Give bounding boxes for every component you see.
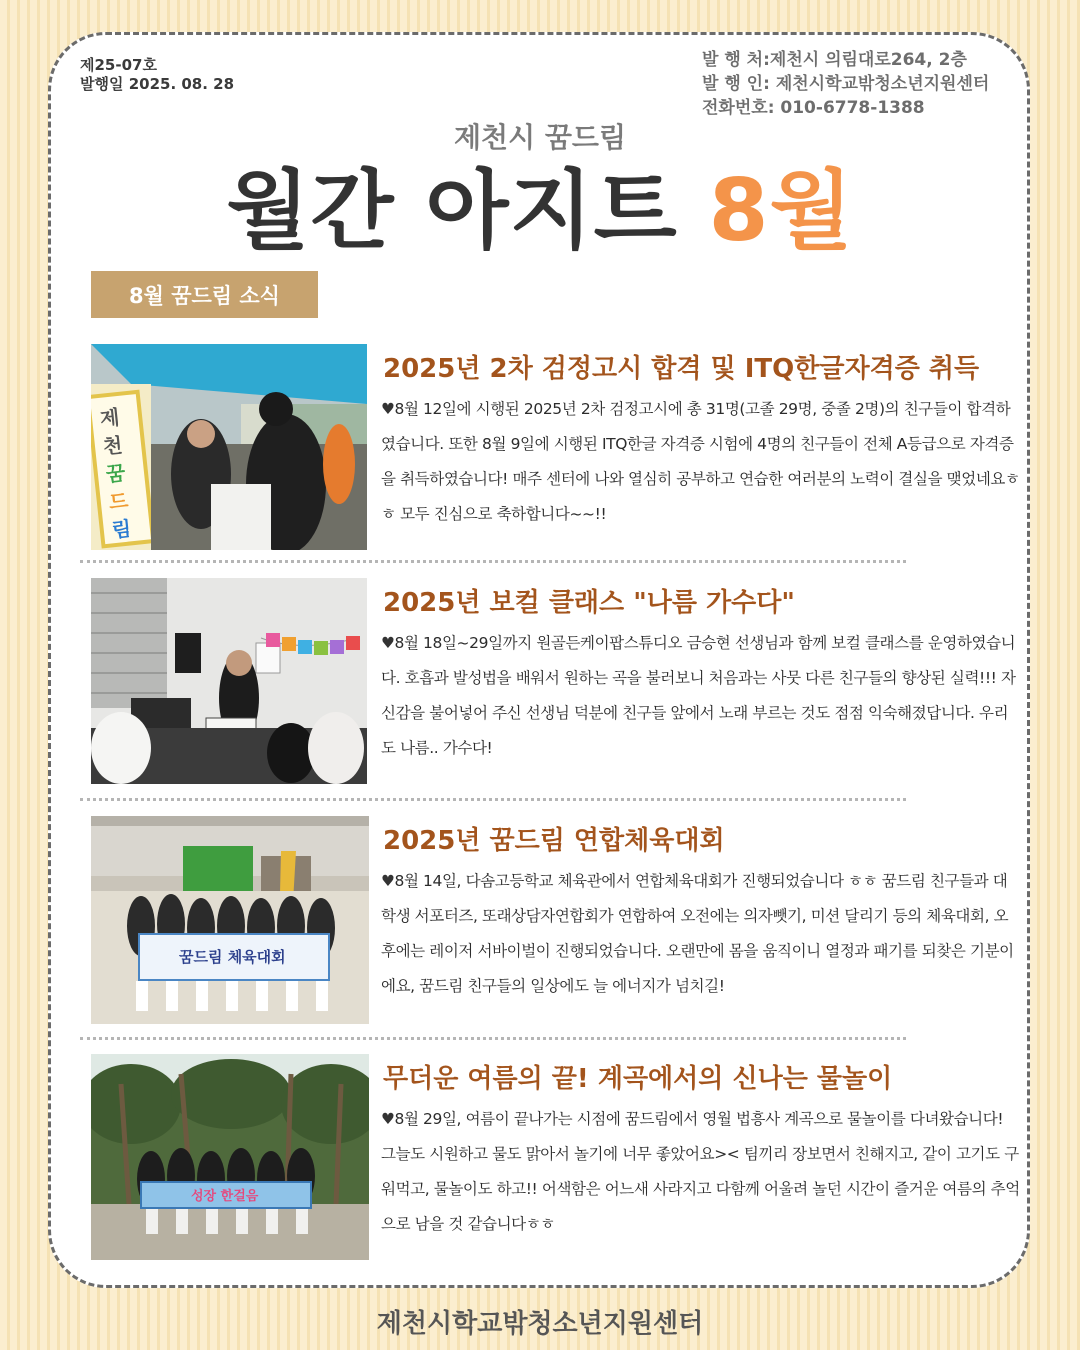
article-photo-valley: [91, 1054, 369, 1260]
article-title: 무더운 여름의 끝! 계곡에서의 신나는 물놀이: [383, 1064, 893, 1094]
article-photo-sports: [91, 816, 369, 1024]
page-title: [0, 156, 1080, 266]
divider: [80, 798, 906, 801]
article-body: ♥8월 29일, 여름이 끝나가는 시점에 꿈드림에서 영월 법흥사 계곡으로 물놀이를 다녀왔습니다! 그늘도 시원하고 물도 맑아서 놀기에 너무 좋았어요>< 팀끼리 장보면서 친해지고, 같이 고기도 구워먹고, 물놀이도 하고!! 어색함은 어느새 사라지고 다함께 어울려 놀던 시간이 즐거운 여름의 추억으로 남을 것 같습니다ㅎㅎ: [381, 1110, 1020, 1233]
heart-icon: ♥: [381, 1110, 395, 1128]
article-body: ♥8월 18일~29일까지 원골든케이팝스튜디오 금승현 선생님과 함께 보컬 클래스를 운영하였습니다. 호흡과 발성법을 배워서 원하는 곡을 불러보니 처음과는 사뭇 다른 친구들의 향상된 실력!!! 자신감을 불어넣어 주신 선생님 덕분에 친구들 앞에서 노래 부르는 것도 점점 익숙해졌답니다. 우리도 나름.. 가수다!: [381, 634, 1016, 757]
article-valley: [91, 1054, 1021, 1264]
article-photo-exam: [91, 344, 367, 550]
article-vocal: [91, 578, 1021, 788]
article-body: ♥8월 14일, 다솜고등학교 체육관에서 연합체육대회가 진행되었습니다 ㅎㅎ 꿈드림 친구들과 대학생 서포터즈, 또래상담자연합회가 연합하여 오전에는 의자뺏기, 미션 달리기 등의 체육대회, 오후에는 레이저 서바이벌이 진행되었습니다. 오랜만에 몸을 움직이니 열정과 패기를 되찾은 기분이에요, 꿈드림 친구들의 일상에도 늘 에너지가 넘치길!: [381, 872, 1014, 995]
heart-icon: ♥: [381, 634, 395, 652]
publisher-address: 발 행 처:제천시 의림대로264, 2층: [702, 50, 967, 70]
article-photo-vocal: [91, 578, 367, 784]
article-exam: [91, 344, 1021, 554]
publisher-phone: 전화번호: 010-6778-1388: [702, 98, 925, 118]
article-title: 2025년 꿈드림 연합체육대회: [383, 826, 725, 856]
issue-number: 제25-07호: [80, 56, 157, 74]
brand-name: 제천시 꿈드림: [453, 121, 627, 154]
article-title: 2025년 보컬 클래스 "나름 가수다": [383, 588, 795, 618]
svg-text:천: 천: [101, 432, 124, 459]
title-month: 8월: [708, 161, 854, 261]
issue-date: 발행일 2025. 08. 28: [80, 75, 235, 93]
section-label: 8월 꿈드림 소식: [91, 271, 318, 318]
svg-text:제: 제: [98, 404, 121, 431]
heart-icon: ♥: [381, 400, 395, 418]
publisher-name: 발 행 인: 제천시학교밖청소년지원센터: [702, 74, 990, 94]
article-sports: [91, 816, 1021, 1026]
svg-text:성장 한걸음: 성장 한걸음: [191, 1189, 259, 1204]
article-body: ♥8월 12일에 시행된 2025년 2차 검정고시에 총 31명(고졸 29명, 중졸 2명)의 친구들이 합격하였습니다. 또한 8월 9일에 시행된 ITQ한글 자격증 시험에 4명의 친구들이 전체 A등급으로 자격증을 취득하였습니다! 매주 센터에 나와 열심히 공부하고 연습한 여러분의 노력이 결실을 맺었네요ㅎㅎ 모두 진심으로 축하합니다~~!!: [381, 400, 1020, 523]
divider: [80, 1037, 906, 1040]
title-main: 월간 아지트: [226, 161, 709, 261]
article-title: 2025년 2차 검정고시 합격 및 ITQ한글자격증 취득: [383, 354, 980, 384]
publisher-info: [702, 48, 989, 120]
issue-info: [80, 56, 234, 94]
divider: [80, 560, 906, 563]
footer-org-name: 제천시학교밖청소년지원센터: [376, 1309, 704, 1339]
svg-text:꿈: 꿈: [104, 460, 127, 487]
svg-text:드: 드: [107, 488, 130, 515]
svg-text:꿈드림 체육대회: 꿈드림 체육대회: [179, 948, 286, 966]
svg-text:림: 림: [110, 516, 133, 543]
heart-icon: ♥: [381, 872, 395, 890]
